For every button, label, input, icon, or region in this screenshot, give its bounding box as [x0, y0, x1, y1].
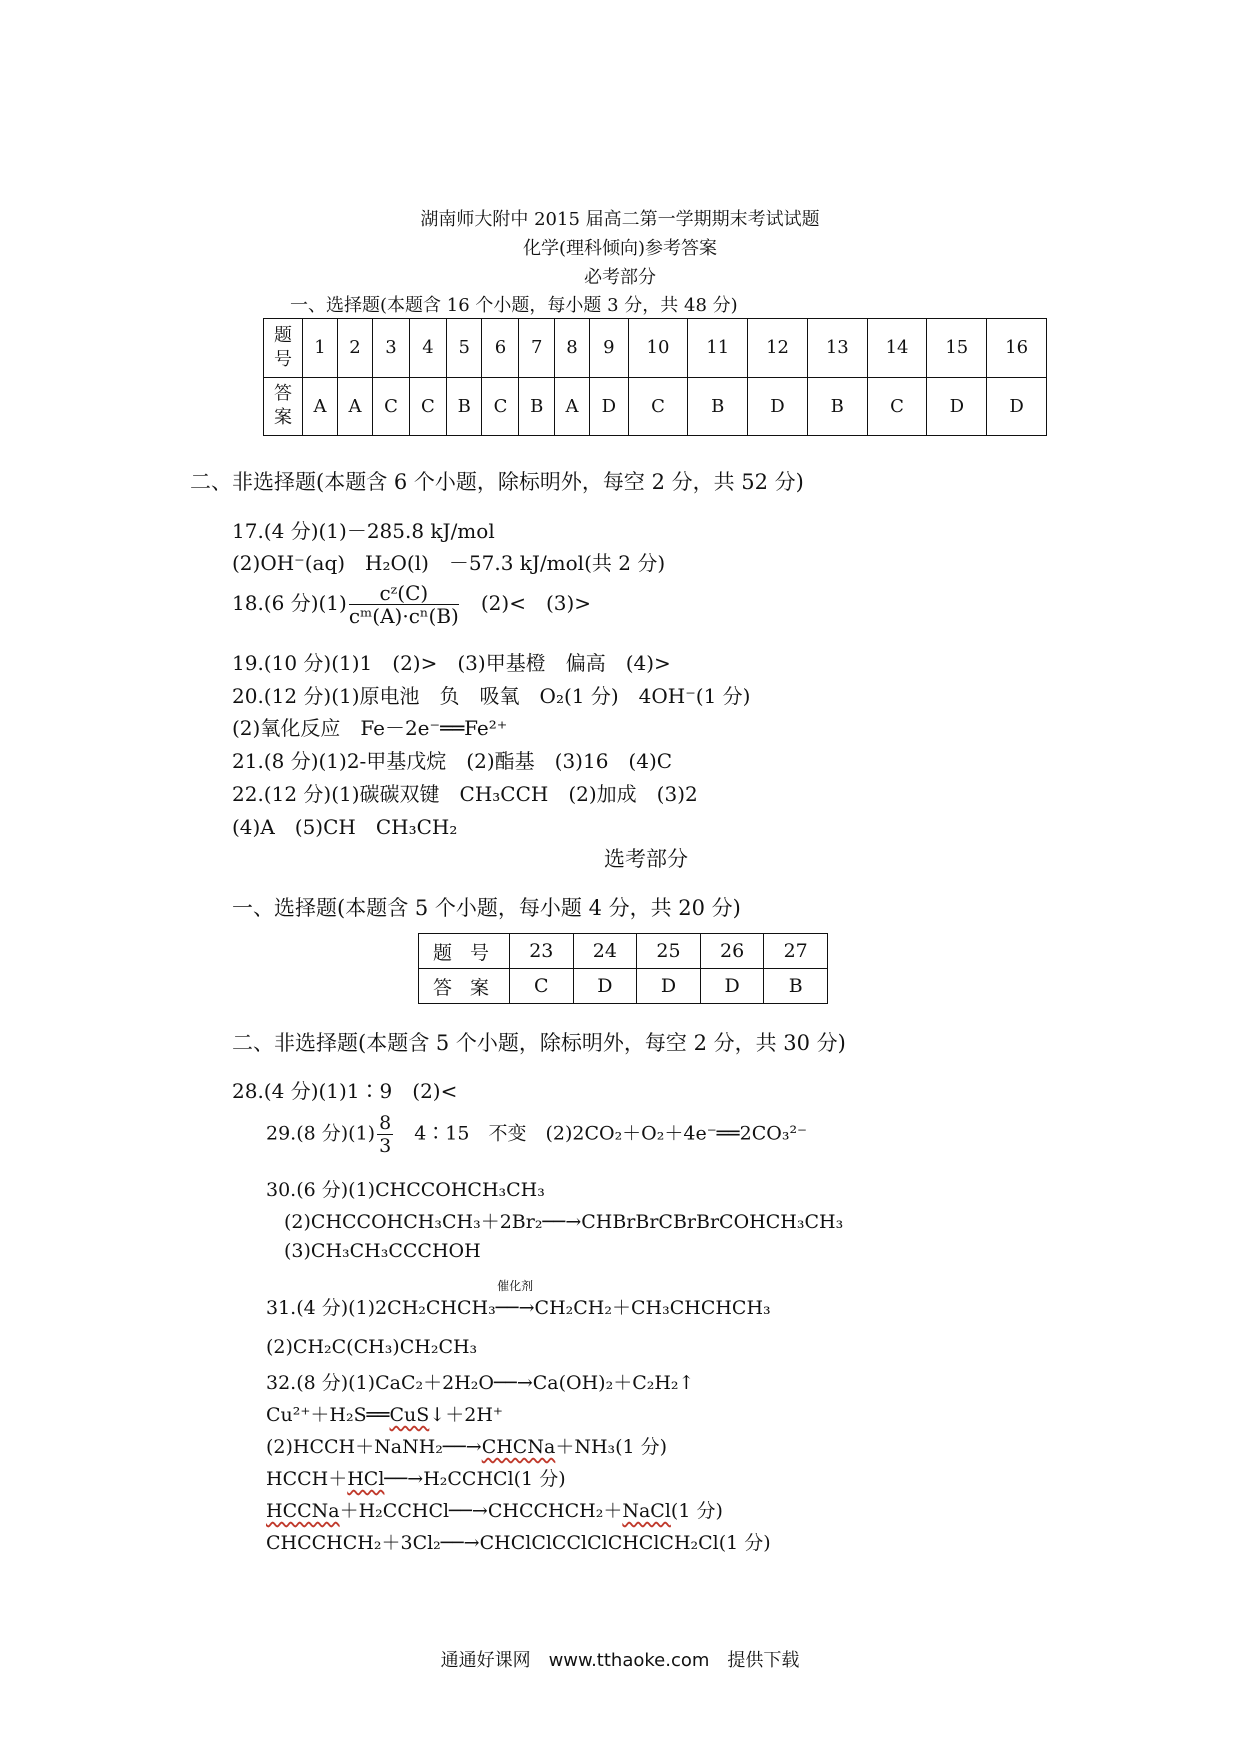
table-row-numbers [419, 934, 828, 969]
answer-q22-b: (4)A (5)CH CH₃CH₂ [232, 815, 458, 839]
table-cell: 7 [519, 319, 555, 378]
answer-q18: 18.(6 分)(1) $\frac{\text{cᶻ(C)}}{\text{cᵐ(A)·cⁿ(B)}}$ (2)< (3)> [232, 581, 592, 628]
answer-q31-b: (2)CH₂C(CH₃)CH₂CH₃ [266, 1336, 478, 1358]
table-cell: C [373, 377, 410, 436]
exam-title: 湖南师大附中 2015 届高二第一学期期末考试试题 [420, 209, 820, 230]
table-row-answers [264, 377, 1047, 436]
table-cell: B [519, 377, 555, 436]
table-cell: A [338, 377, 373, 436]
answer-q32-e: HCCNa＋H₂CCHCl──→CHCCHCH₂＋NaCl(1 分) [266, 1500, 723, 1522]
table-cell: C [409, 377, 446, 436]
table-cell: 8 [555, 319, 590, 378]
table-cell: 15 [927, 319, 987, 378]
answer-q29: 29.(8 分)(1) $\frac{8}{3}$ 4∶15 不变 (2)2CO₂＋O₂＋4e⁻══2CO₃²⁻ [266, 1112, 808, 1157]
table-cell: 13 [807, 319, 867, 378]
table-cell: D [573, 969, 637, 1004]
answer-q20-b: (2)氧化反应 Fe－2e⁻══Fe²⁺ [232, 716, 508, 740]
table-row-answers [419, 969, 828, 1004]
table-cell: 23 [510, 934, 574, 969]
answer-q32-d: HCCH＋HCl──→H₂CCHCl(1 分) [266, 1468, 566, 1490]
table-cell: 25 [637, 934, 701, 969]
table-cell: 27 [764, 934, 828, 969]
table-cell: D [590, 377, 629, 436]
table-cell: C [482, 377, 519, 436]
answer-q31-a: 31.(4 分)(1)2CH₂CHCH₃ 催化剂 ──→CH₂CH₂＋CH₃CHCHCH₃ [266, 1279, 771, 1319]
page-footer: 通通好课网 www.tthaoke.com 提供下载 [440, 1650, 800, 1671]
part-optional-heading: 选考部分 [604, 847, 688, 871]
part-required-heading: 必考部分 [584, 267, 656, 288]
table-cell: 26 [700, 934, 764, 969]
table-cell: 5 [446, 319, 482, 378]
required-choice-heading: 一、选择题(本题含 16 个小题，每小题 3 分，共 48 分) [290, 295, 738, 316]
table-header-answer: 答 案 [264, 377, 303, 436]
table-cell: C [628, 377, 688, 436]
answer-q30-a: 30.(6 分)(1)CHCCOHCH₃CH₃ [266, 1179, 545, 1201]
table-row-numbers [264, 319, 1047, 378]
required-answer-table [263, 318, 1047, 436]
answer-q30-c: (3)CH₃CH₃CCCHOH [284, 1240, 481, 1262]
table-cell: 14 [867, 319, 927, 378]
table-cell: 3 [373, 319, 410, 378]
catalyst-arrow: 催化剂 ──→ [495, 1279, 535, 1319]
table-cell: A [303, 377, 338, 436]
table-cell: 2 [338, 319, 373, 378]
optional-nonchoice-heading: 二、非选择题(本题含 5 个小题，除标明外，每空 2 分，共 30 分) [232, 1031, 846, 1055]
answer-q17-a: 17.(4 分)(1)－285.8 kJ/mol [232, 519, 495, 543]
table-cell: 11 [688, 319, 748, 378]
answer-q20-a: 20.(12 分)(1)原电池 负 吸氧 O₂(1 分) 4OH⁻(1 分) [232, 684, 751, 708]
fraction-8-3: $\frac{8}{3}$ [379, 1112, 392, 1157]
table-cell: D [927, 377, 987, 436]
table-cell: B [688, 377, 748, 436]
answer-q21: 21.(8 分)(1)2-甲基戊烷 (2)酯基 (3)16 (4)C [232, 749, 673, 773]
table-cell: D [637, 969, 701, 1004]
answer-q32-c: (2)HCCH＋NaNH₂──→CHCNa＋NH₃(1 分) [266, 1436, 668, 1458]
equilibrium-constant-fraction: $\frac{\text{cᶻ(C)}}{\text{cᵐ(A)·cⁿ(B)}}$ [348, 581, 459, 628]
answer-q28: 28.(4 分)(1)1∶9 (2)< [232, 1079, 458, 1103]
answer-q22-a: 22.(12 分)(1)碳碳双键 CH₃CCH (2)加成 (3)2 [232, 782, 698, 806]
table-cell: 9 [590, 319, 629, 378]
table-cell: 4 [409, 319, 446, 378]
optional-answer-table [418, 933, 828, 1004]
optional-choice-heading: 一、选择题(本题含 5 个小题，每小题 4 分，共 20 分) [232, 896, 741, 920]
table-cell: 16 [987, 319, 1047, 378]
table-cell: 6 [482, 319, 519, 378]
table-cell: 12 [748, 319, 808, 378]
table-cell: C [510, 969, 574, 1004]
table-cell: A [555, 377, 590, 436]
table-cell: 24 [573, 934, 637, 969]
answer-q19: 19.(10 分)(1)1 (2)> (3)甲基橙 偏高 (4)> [232, 651, 671, 675]
table-cell: B [446, 377, 482, 436]
answer-q32-b: Cu²⁺＋H₂S══CuS↓＋2H⁺ [266, 1404, 503, 1426]
table-cell: D [987, 377, 1047, 436]
answer-q30-b: (2)CHCCOHCH₃CH₃＋2Br₂──→CHBrBrCBrBrCOHCH₃CH₃ [284, 1211, 844, 1233]
table-cell: D [748, 377, 808, 436]
table-cell: 10 [628, 319, 688, 378]
table-cell: B [764, 969, 828, 1004]
table-cell: B [807, 377, 867, 436]
table-header-answer: 答 案 [419, 969, 510, 1004]
table-cell: 1 [303, 319, 338, 378]
answer-q17-b: (2)OH⁻(aq) H₂O(l) －57.3 kJ/mol(共 2 分) [232, 551, 666, 575]
table-cell: D [700, 969, 764, 1004]
required-nonchoice-heading: 二、非选择题(本题含 6 个小题，除标明外，每空 2 分，共 52 分) [190, 470, 804, 494]
table-header-number: 题 号 [264, 319, 303, 378]
exam-subtitle: 化学(理科倾向)参考答案 [522, 238, 718, 259]
answer-q32-a: 32.(8 分)(1)CaC₂＋2H₂O──→Ca(OH)₂＋C₂H₂↑ [266, 1372, 695, 1394]
table-header-number: 题 号 [419, 934, 510, 969]
answer-q32-f: CHCCHCH₂＋3Cl₂──→CHClClCClClCHClCH₂Cl(1 分) [266, 1532, 771, 1554]
table-cell: C [867, 377, 927, 436]
